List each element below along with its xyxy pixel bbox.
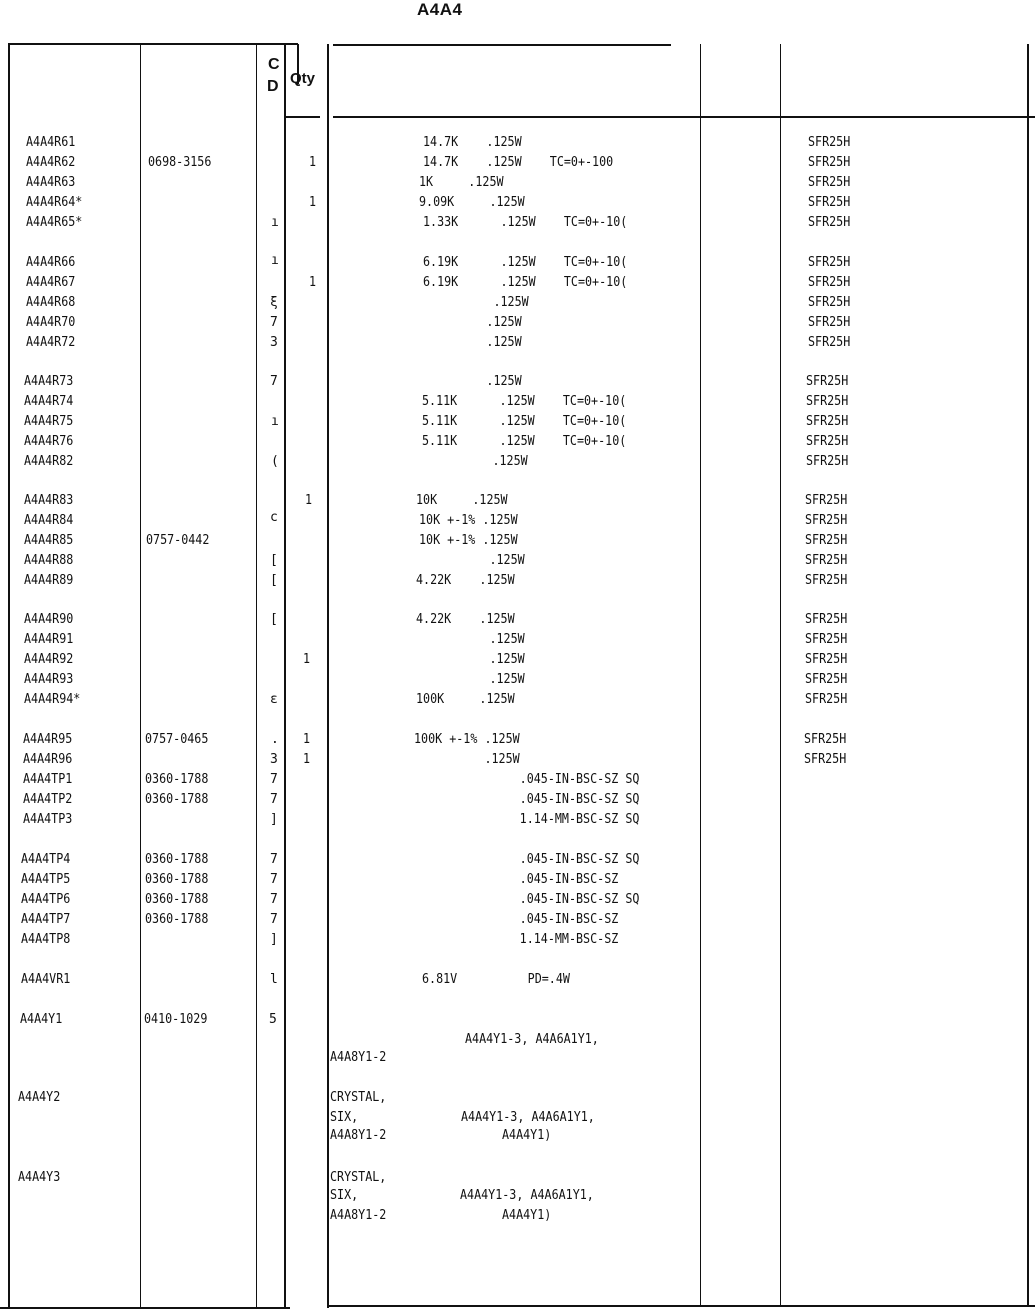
desc: 5.11K .125W TC=0+-10( (422, 394, 627, 409)
desc: .045-IN-BSC-SZ (414, 912, 619, 927)
ref: A4A4R93 (24, 672, 74, 687)
model: SFR25H (808, 275, 851, 290)
ref: A4A4R75 (24, 414, 74, 429)
ref: A4A4R88 (24, 553, 74, 568)
model: SFR25H (808, 195, 851, 210)
ref: A4A4R62 (26, 155, 76, 170)
model: SFR25H (808, 215, 851, 230)
header-cd-c: C (268, 56, 280, 73)
ref: A4A4TP1 (23, 772, 73, 787)
cd: ] (270, 932, 278, 947)
cd: 5 (269, 1012, 277, 1027)
ref: A4A4R83 (24, 493, 74, 508)
part: 0360-1788 (145, 772, 209, 787)
cd: ε (270, 692, 278, 707)
ref: A4A4R73 (24, 374, 74, 389)
ref: A4A4R64* (26, 195, 83, 210)
desc: 6.81V PD=.4W (422, 972, 570, 987)
note: A4A4Y1) (502, 1208, 552, 1223)
model: SFR25H (808, 155, 851, 170)
model: SFR25H (808, 335, 851, 350)
part: 0757-0442 (146, 533, 210, 548)
ref: A4A4R90 (24, 612, 74, 627)
cd: [ (270, 553, 278, 568)
header-rule-desc (333, 116, 1035, 118)
desc: 4.22K .125W (416, 612, 515, 627)
desc: 100K .125W (416, 692, 515, 707)
cd: 7 (270, 912, 278, 927)
cd: ] (270, 812, 278, 827)
note: A4A8Y1-2 (330, 1128, 387, 1143)
cd: 7 (270, 872, 278, 887)
model: SFR25H (805, 533, 848, 548)
model: SFR25H (805, 612, 848, 627)
ref: A4A4R89 (24, 573, 74, 588)
desc: 100K +-1% .125W (414, 732, 520, 747)
cd: c (270, 510, 278, 525)
ref: A4A4TP6 (21, 892, 71, 907)
qty: 1 (303, 752, 311, 767)
cd: [ (270, 573, 278, 588)
qty: 1 (305, 493, 313, 508)
col-divider-1 (8, 44, 10, 1308)
qty: 1 (309, 155, 317, 170)
qty: 1 (309, 275, 317, 290)
desc: 14.7K .125W TC=0+-100 (423, 155, 614, 170)
page-title: A4A4 (417, 0, 463, 19)
note: A4A4Y1-3, A4A6A1Y1, (460, 1188, 594, 1203)
cd: 7 (270, 852, 278, 867)
part: 0698-3156 (148, 155, 212, 170)
desc: .045-IN-BSC-SZ SQ (414, 852, 640, 867)
part: 0360-1788 (145, 852, 209, 867)
desc: .045-IN-BSC-SZ SQ (414, 792, 640, 807)
qty: 1 (309, 195, 317, 210)
desc: 10K +-1% .125W (419, 533, 518, 548)
model: SFR25H (806, 414, 849, 429)
model: SFR25H (804, 752, 847, 767)
model: SFR25H (805, 632, 848, 647)
model: SFR25H (808, 315, 851, 330)
ref: A4A4TP4 (21, 852, 71, 867)
ref: A4A4R63 (26, 175, 76, 190)
desc: .125W (422, 454, 528, 469)
ref: A4A4R74 (24, 394, 74, 409)
model: SFR25H (804, 732, 847, 747)
note: SIX, (330, 1188, 359, 1203)
desc: 1K .125W (419, 175, 504, 190)
model: SFR25H (805, 692, 848, 707)
ref: A4A4R94* (24, 692, 81, 707)
desc: .125W (423, 335, 522, 350)
desc: 4.22K .125W (416, 573, 515, 588)
desc: 1.14-MM-BSC-SZ SQ (414, 812, 640, 827)
header-cd-d: D (267, 78, 279, 95)
cd: ı (271, 414, 279, 429)
desc: .125W (414, 752, 520, 767)
desc: 1.33K .125W TC=0+-10( (423, 215, 628, 230)
bottom-rule-right (327, 1305, 1035, 1307)
ref: A4A4R76 (24, 434, 74, 449)
col-divider-4 (284, 44, 286, 1308)
col-divider-3 (256, 44, 257, 1308)
model: SFR25H (806, 454, 849, 469)
part: 0410-1029 (144, 1012, 208, 1027)
ref: A4A4R82 (24, 454, 74, 469)
desc: .125W (423, 315, 522, 330)
model: SFR25H (808, 255, 851, 270)
cd: 3 (270, 752, 278, 767)
model: SFR25H (805, 672, 848, 687)
model: SFR25H (808, 175, 851, 190)
ref: A4A4R85 (24, 533, 74, 548)
note: SIX, (330, 1110, 359, 1125)
model: SFR25H (805, 493, 848, 508)
cd: ξ (270, 295, 278, 310)
ref: A4A4R70 (26, 315, 76, 330)
ref: A4A4TP5 (21, 872, 71, 887)
cd: ( (271, 454, 279, 469)
ref: A4A4R72 (26, 335, 76, 350)
ref: A4A4R92 (24, 652, 74, 667)
desc: 1.14-MM-BSC-SZ (414, 932, 619, 947)
cd: 3 (270, 335, 278, 350)
desc: .125W (419, 632, 525, 647)
note: CRYSTAL, (330, 1170, 387, 1185)
ref: A4A4Y2 (18, 1090, 61, 1105)
model: SFR25H (806, 374, 849, 389)
ref: A4A4R67 (26, 275, 76, 290)
note: A4A4Y1-3, A4A6A1Y1, (461, 1110, 595, 1125)
model: SFR25H (805, 513, 848, 528)
desc: .045-IN-BSC-SZ (414, 872, 619, 887)
cd: 7 (270, 315, 278, 330)
model: SFR25H (806, 434, 849, 449)
bottom-rule-left (0, 1307, 290, 1309)
cd: . (271, 732, 279, 747)
qty: 1 (303, 652, 311, 667)
ref: A4A4R96 (23, 752, 73, 767)
desc: .045-IN-BSC-SZ SQ (414, 892, 640, 907)
cd: [ (270, 612, 278, 627)
note: A4A4Y1-3, A4A6A1Y1, (465, 1032, 599, 1047)
desc: 14.7K .125W (423, 135, 522, 150)
desc: .125W (423, 374, 522, 389)
ref: A4A4TP7 (21, 912, 71, 927)
desc: 5.11K .125W TC=0+-10( (422, 434, 627, 449)
top-rule-right (333, 44, 671, 46)
top-rule-left (8, 43, 298, 45)
qty: 1 (303, 732, 311, 747)
part: 0360-1788 (145, 912, 209, 927)
col-divider-2 (140, 44, 141, 1308)
desc: .125W (419, 672, 525, 687)
model: SFR25H (808, 295, 851, 310)
desc: 9.09K .125W (419, 195, 525, 210)
desc: 6.19K .125W TC=0+-10( (423, 255, 628, 270)
cd: ı (271, 253, 279, 268)
cd: ı (271, 215, 279, 230)
ref: A4A4Y1 (20, 1012, 63, 1027)
cd: 7 (270, 374, 278, 389)
ref: A4A4R91 (24, 632, 74, 647)
ref: A4A4R84 (24, 513, 74, 528)
header-qty: Qty (290, 70, 316, 87)
ref: A4A4TP8 (21, 932, 71, 947)
note: A4A8Y1-2 (330, 1208, 387, 1223)
ref: A4A4R65* (26, 215, 83, 230)
desc: .045-IN-BSC-SZ SQ (414, 772, 640, 787)
col-divider-6 (327, 44, 329, 1308)
model: SFR25H (805, 652, 848, 667)
cd: 7 (270, 792, 278, 807)
desc: .125W (419, 652, 525, 667)
part: 0360-1788 (145, 792, 209, 807)
model: SFR25H (805, 553, 848, 568)
desc: .125W (419, 553, 525, 568)
note: CRYSTAL, (330, 1090, 387, 1105)
cd: 7 (270, 892, 278, 907)
header-rule-qty (286, 116, 320, 118)
part: 0360-1788 (145, 872, 209, 887)
col-divider-7 (700, 44, 701, 1306)
ref: A4A4Y3 (18, 1170, 61, 1185)
desc: 10K +-1% .125W (419, 513, 518, 528)
model: SFR25H (806, 394, 849, 409)
cd: 7 (270, 772, 278, 787)
ref: A4A4R68 (26, 295, 76, 310)
ref: A4A4TP2 (23, 792, 73, 807)
col-divider-8 (780, 44, 781, 1306)
model: SFR25H (805, 573, 848, 588)
note: A4A8Y1-2 (330, 1050, 387, 1065)
part: 0360-1788 (145, 892, 209, 907)
cd: l (270, 972, 278, 987)
ref: A4A4TP3 (23, 812, 73, 827)
note: A4A4Y1) (502, 1128, 552, 1143)
desc: 10K .125W (416, 493, 508, 508)
ref: A4A4VR1 (21, 972, 71, 987)
model: SFR25H (808, 135, 851, 150)
desc: 5.11K .125W TC=0+-10( (422, 414, 627, 429)
col-divider-9 (1027, 44, 1029, 1306)
part: 0757-0465 (145, 732, 209, 747)
ref: A4A4R66 (26, 255, 76, 270)
ref: A4A4R61 (26, 135, 76, 150)
desc: 6.19K .125W TC=0+-10( (423, 275, 628, 290)
ref: A4A4R95 (23, 732, 73, 747)
desc: .125W (423, 295, 529, 310)
